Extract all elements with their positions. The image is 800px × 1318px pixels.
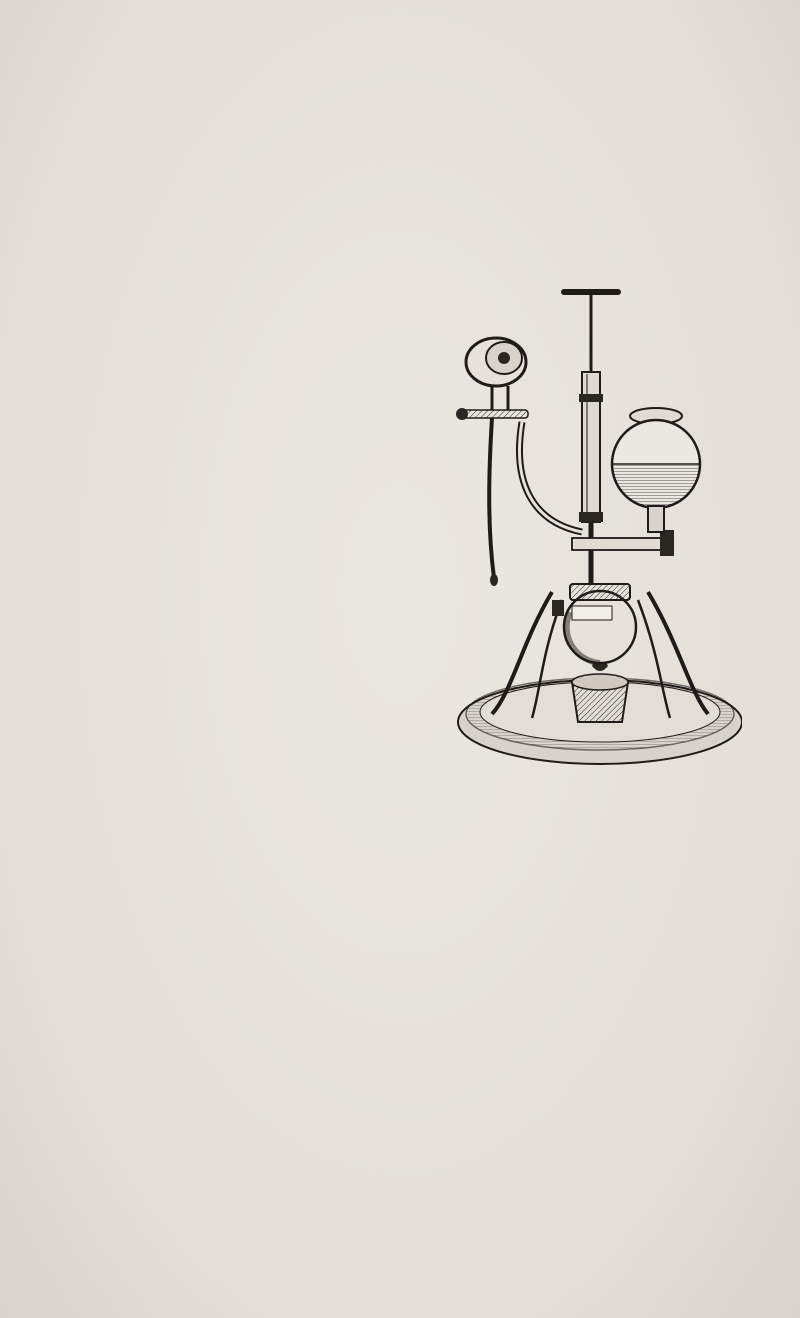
running-header: [62, 50, 724, 78]
pulverizer-illustration: [452, 282, 742, 772]
